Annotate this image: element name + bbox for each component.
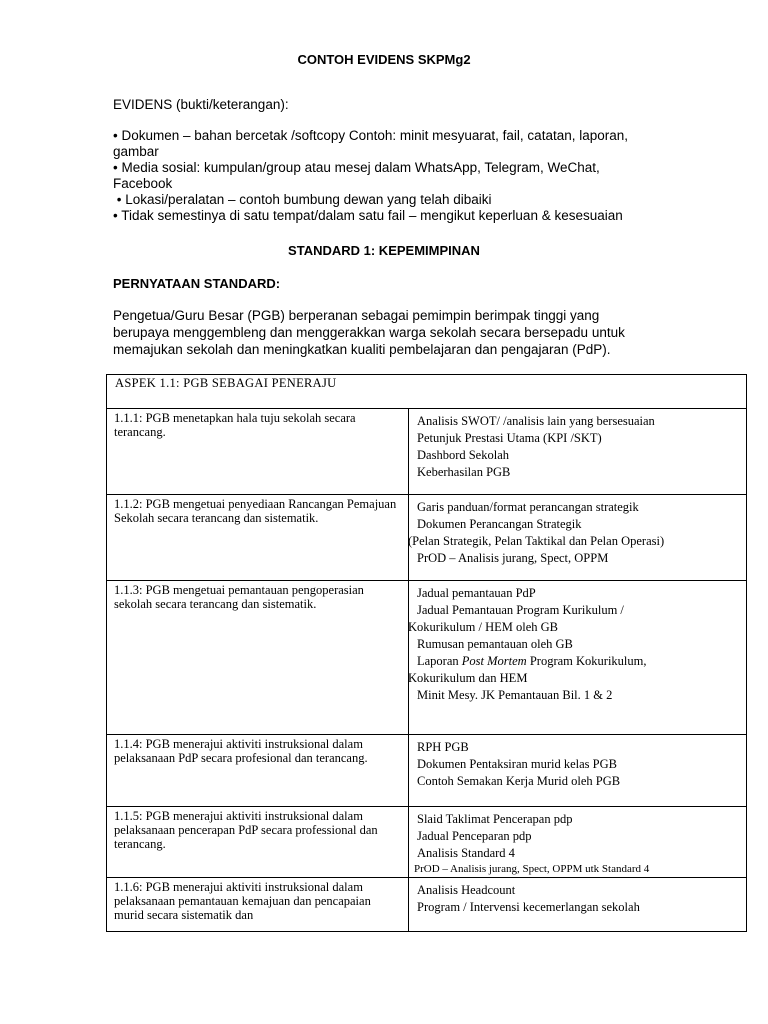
evidence-line: Keberhasilan PGB <box>417 465 511 479</box>
table-row <box>107 495 747 581</box>
table-row <box>107 735 747 807</box>
evidence-line: Analisis SWOT/ /analisis lain yang bersesuaian <box>417 414 655 428</box>
standard-item-cell: 1.1.3: PGB mengetuai pemantauan pengoperasian sekolah secara terancang dan sistematik. <box>107 581 409 735</box>
evidence-line: Slaid Taklimat Pencerapan pdp <box>417 812 573 826</box>
evidens-bullet-list <box>113 128 653 224</box>
evidence-line: Jadual Penceparan pdp <box>417 829 532 843</box>
standard-item-cell: 1.1.5: PGB menerajui aktiviti instruksional dalam pelaksanaan pencerapan PdP secara professional dan terancang. <box>107 807 409 878</box>
evidence-cell <box>409 581 747 735</box>
evidence-line: Dokumen Pentaksiran murid kelas PGB <box>417 757 617 771</box>
italic-text: Post Mortem <box>461 654 527 668</box>
bullet-item: • Dokumen – bahan bercetak /softcopy Contoh: minit mesyuarat, fail, catatan, laporan, gambar <box>113 128 629 159</box>
table-row <box>107 581 747 735</box>
evidence-line: Jadual pemantauan PdP <box>417 586 536 600</box>
pernyataan-paragraph: Pengetua/Guru Besar (PGB) berperanan sebagai pemimpin berimpak tinggi yang berupaya menggembleng dan menggerakkan warga sekolah secara bersepadu untuk memajukan sekolah dan meningkatkan kualiti pembelajaran dan pengajaran (PdP). <box>113 308 625 357</box>
evidence-line: Garis panduan/format perancangan strategik <box>417 500 639 514</box>
evidence-cell <box>409 409 747 495</box>
pernyataan-heading: PERNYATAAN STANDARD: <box>113 276 281 291</box>
evidence-line: Laporan Post Mortem Program Kokurikulum, <box>417 654 647 668</box>
bullet-item: • Lokasi/peralatan – contoh bumbung dewan yang telah dibaiki <box>113 192 492 207</box>
evidence-table <box>106 374 747 932</box>
evidence-line: Contoh Semakan Kerja Murid oleh PGB <box>417 774 621 788</box>
evidence-line: Dokumen Perancangan Strategik <box>417 517 582 531</box>
evidence-cell <box>409 735 747 807</box>
evidence-line: Petunjuk Prestasi Utama (KPI /SKT) <box>417 431 602 445</box>
evidens-heading: EVIDENS (bukti/keterangan): <box>113 97 289 112</box>
evidence-line: PrOD – Analisis jurang, Spect, OPPM utk Standard 4 <box>414 863 650 875</box>
standard-item-cell: 1.1.1: PGB menetapkan hala tuju sekolah secara terancang. <box>107 409 409 495</box>
standard-item-cell: 1.1.2: PGB mengetuai penyediaan Rancangan Pemajuan Sekolah secara terancang dan sistematik. <box>107 495 409 581</box>
evidence-cell <box>409 878 747 932</box>
bullet-item: • Tidak semestinya di satu tempat/dalam satu fail – mengikut keperluan & kesesuaian <box>113 208 623 223</box>
document-title: CONTOH EVIDENS SKPMg2 <box>297 52 471 67</box>
evidence-line: Jadual Pemantauan Program Kurikulum / <box>417 603 624 617</box>
table-row <box>107 878 747 932</box>
table-row <box>107 807 747 878</box>
evidence-line: Minit Mesy. JK Pemantauan Bil. 1 & 2 <box>417 688 613 702</box>
evidence-line: Kokurikulum dan HEM <box>408 671 528 685</box>
evidence-line: PrOD – Analisis jurang, Spect, OPPM <box>417 551 609 565</box>
standard-item-cell: 1.1.4: PGB menerajui aktiviti instruksional dalam pelaksanaan PdP secara profesional dan terancang. <box>107 735 409 807</box>
evidence-line: (Pelan Strategik, Pelan Taktikal dan Pelan Operasi) <box>408 534 665 548</box>
bullet-item: • Media sosial: kumpulan/group atau mesej dalam WhatsApp, Telegram, WeChat, Facebook <box>113 160 600 191</box>
evidence-line: Analisis Standard 4 <box>417 846 515 860</box>
evidence-line: Program / Intervensi kecemerlangan sekolah <box>417 900 640 914</box>
aspek-label: ASPEK 1.1: PGB SEBAGAI PENERAJU <box>115 376 337 390</box>
aspek-header <box>107 375 747 409</box>
evidence-line: Kokurikulum / HEM oleh GB <box>408 620 558 634</box>
evidence-line: RPH PGB <box>417 740 469 754</box>
evidence-line: Analisis Headcount <box>417 883 516 897</box>
standard-title: STANDARD 1: KEPEMIMPINAN <box>288 243 480 258</box>
evidence-cell <box>409 807 747 878</box>
evidence-line: Rumusan pemantauan oleh GB <box>417 637 573 651</box>
table-row <box>107 409 747 495</box>
evidence-cell <box>409 495 747 581</box>
evidence-line: Dashbord Sekolah <box>417 448 509 462</box>
standard-item-cell: 1.1.6: PGB menerajui aktiviti instruksional dalam pelaksanaan pemantauan kemajuan dan pencapaian murid secara sistematik dan <box>107 878 409 932</box>
